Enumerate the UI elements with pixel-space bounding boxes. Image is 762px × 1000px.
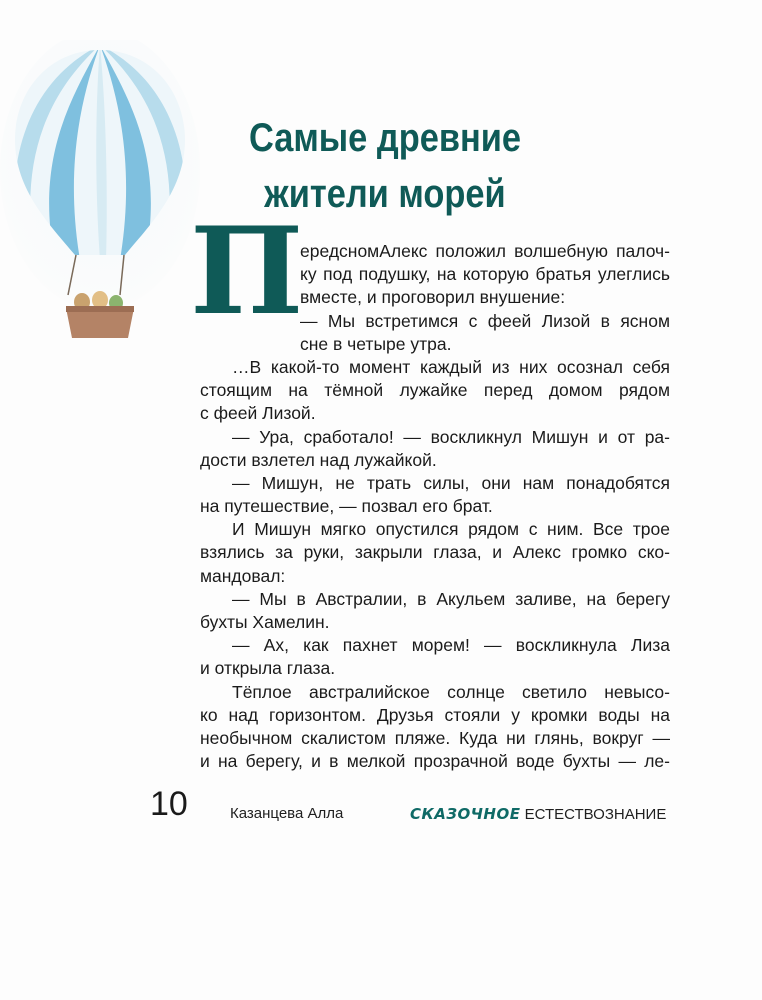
text-line: — Мы в Австралии, в Акульем заливе, на берегу	[232, 588, 670, 609]
text-line: необычном скалистом пляже. Куда ни глянь, вокруг —	[200, 727, 670, 748]
text-line: стоящим на тёмной лужайке перед домом рядом	[200, 380, 670, 401]
text-line: ку под подушку, на которую братья улеглись	[300, 264, 670, 285]
text-line: на путешествие, — позвал его брат.	[200, 496, 493, 517]
text-line: взялись за руки, закрыли глаза, и Алекс громко ско-	[200, 542, 670, 563]
text-line: мандовал:	[200, 565, 286, 586]
drop-cap: П	[190, 201, 304, 342]
text-line: и открыла глаза.	[200, 658, 336, 679]
series-name	[410, 805, 666, 823]
hot-air-balloon-illustration	[0, 40, 200, 350]
text-line: — Ах, как пахнет морем! — воскликнула Лиза	[232, 635, 670, 656]
text-line: ко над горизонтом. Друзья стояли у кромки воды на	[200, 704, 670, 725]
text-line: …В какой-то момент каждый из них осознал себя	[232, 356, 670, 377]
author-name: Казанцева Алла	[230, 805, 344, 822]
text-line: вместе, и проговорил внушение:	[300, 287, 566, 308]
chapter-title-line-1: Самые древние	[248, 116, 522, 160]
text-line: бухты Хамелин.	[200, 612, 330, 632]
body-text	[200, 240, 670, 773]
text-line: — Мы встретимся с феей Лизой в ясном	[300, 310, 670, 331]
page-number: 10	[150, 785, 188, 823]
text-line: — Мишун, не трать силы, они нам понадобятся	[232, 472, 670, 493]
text-line: Тёплое австралийское солнце светило невысо-	[232, 681, 670, 702]
text-line: дости взлетел над лужайкой.	[200, 449, 437, 470]
series-rest-word: ЕСТЕСТВОЗНАНИЕ	[524, 806, 667, 823]
page-footer	[0, 785, 762, 825]
text-line: и на берегу, и в мелкой прозрачной воде бухты — ле-	[200, 751, 670, 772]
series-accent-word: СКАЗОЧНОЕ	[410, 805, 521, 823]
text-line: ередсномАлекс положил волшебную палоч-	[300, 241, 670, 261]
text-line: с феей Лизой.	[200, 403, 316, 424]
text-line: И Мишун мягко опустился рядом с ним. Все трое	[232, 519, 670, 540]
text-line: сне в четыре утра.	[300, 333, 452, 354]
text-line: — Ура, сработало! — воскликнул Мишун и от ра-	[232, 426, 670, 447]
chapter-title-line-2: жители морей	[264, 172, 506, 216]
